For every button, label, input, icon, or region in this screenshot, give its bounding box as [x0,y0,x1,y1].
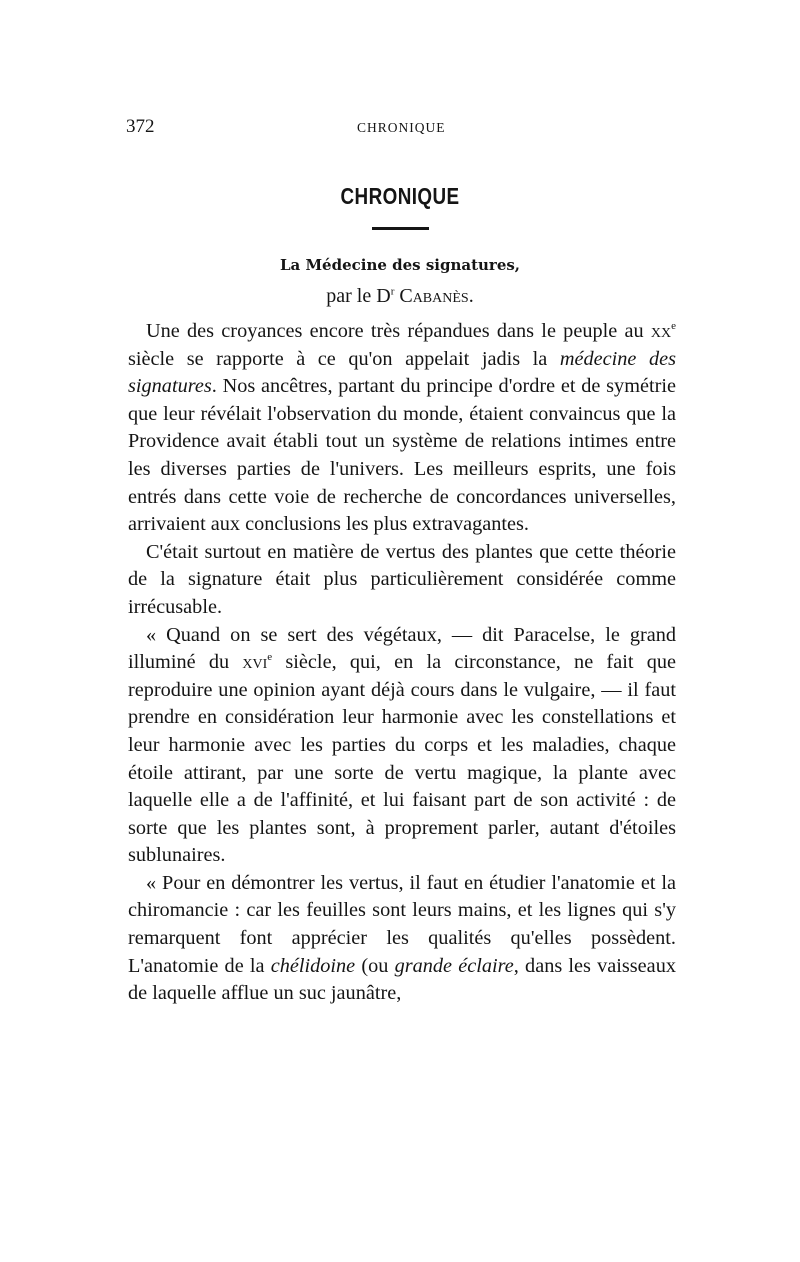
title-rule [372,227,429,230]
paragraph-3 [128,622,676,870]
running-head: CHRONIQUE [357,120,446,135]
p1-text-c: . Nos ancêtres, partant du principe d'ordre et de symétrie que leur révélait l'observation du monde, étaient convaincus que la Providence avait établi tout un système de relations intimes entre les diverses parties de l'univers. Les meilleurs esprits, une fois entrés dans cette voie de recherche de concordances universelles, arrivaient aux conclusions les plus extravagantes. [128,375,676,536]
p4-italic-grande-eclaire: grande éclaire [394,954,514,977]
article-title: La Médecine des signatures, [279,256,521,274]
p1-italic-signatures: médecine des signatures [128,347,676,398]
p3-text-a: « Quand on se sert des végétaux, — dit Paracelse, le grand illuminé du [128,623,676,674]
p4-text-b: (ou [355,954,395,977]
p1-century: xx [650,320,672,342]
byline-dr-sup: r [390,285,395,298]
byline-prefix: par le D [326,285,391,307]
p3-text-b: siècle, qui, en la circonstance, ne fait que reproduire une opinion ayant déjà cours dans le vulgaire, — il faut prendre en considération leur harmonie avec les constellations et leur harmonie avec les parties du corps et les maladies, chaque étoile attirant, par une sorte de vertu magique, la plante avec laquelle elle a de l'affinité, et lui faisant part de son activité : de sorte que les plantes sont, à proprement parler, autant d'étoiles sublunaires. [128,651,676,867]
paragraph-1 [128,318,676,539]
p1-text-a: Une des croyances encore très répandues dans le peuple au [146,320,651,342]
p4-text-a: « Pour en démontrer les vertus, il faut en étudier l'anatomie et la chiromancie : car les feuilles sont leurs mains, et les lignes qui s'y remarquent font apprécier les qualités qu'elles possèdent. L'anatomie de la [128,871,676,977]
paragraph-4 [128,870,676,1008]
p4-text-c: , dans les vaisseaux de laquelle afflue un suc jaunâtre, [128,954,676,1005]
byline-author: Cabanès. [399,285,474,307]
paragraph-2: C'était surtout en matière de vertus des plantes que cette théorie de la signature était plus particulièrement considérée comme irrécusable. [128,540,676,618]
p3-century-sup: e [267,651,273,664]
p1-text-b: siècle se rapporte à ce qu'on appelait jadis la [128,347,560,370]
article-body [128,318,676,1008]
section-title: CHRONIQUE [340,183,460,209]
p4-italic-chelidoine: chélidoine [270,954,356,977]
byline [200,285,600,308]
p3-century: xvi [242,651,268,674]
page-number: 372 [126,116,155,137]
p1-century-sup: e [671,320,676,333]
